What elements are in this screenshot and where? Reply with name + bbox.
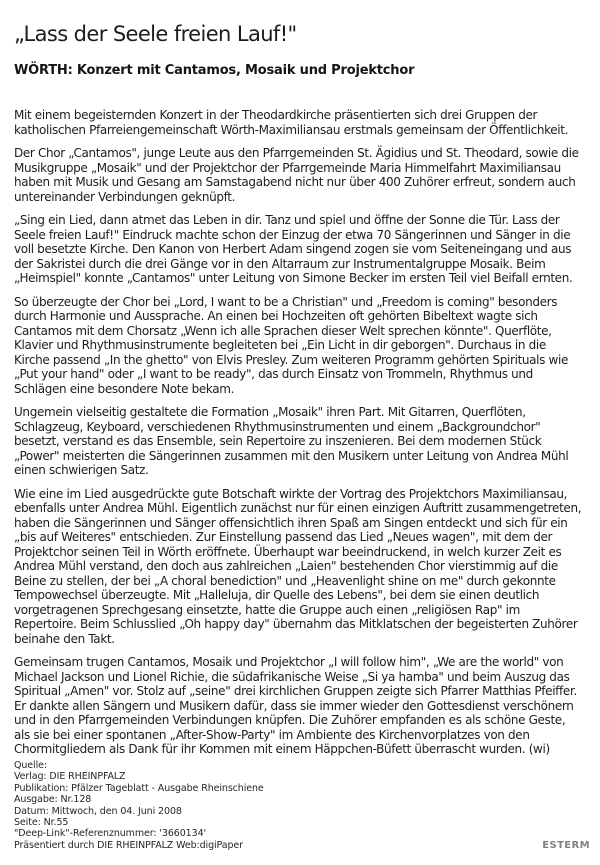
article-subtitle: WÖRTH: Konzert mit Cantamos, Mosaik und Projektchor xyxy=(14,63,415,78)
source-line-ausgabe: Ausgabe: Nr.128 xyxy=(14,794,92,806)
article-paragraph: So überzeugte der Chor bei „Lord, I want to be a Christian" und „Freedom is coming" besonders durch Harmonie und Aussprache. An einen bei Hochzeiten oft gehörten Bibeltext wagte sich Cantamos mit dem Chorsatz „Wenn ich alle Sprachen dieser Welt sprechen könnte". Querflöte, Klavier und Rhythmusinstrumente begleiteten bei „Ein Licht in dir geborgen". Durchaus in die Kirche passend „In the ghetto" von Elvis Presley. Zum weiteren Programm gehörten Spirituals wie „Put your hand" oder „I want to be ready", das durch Einsatz von Trommeln, Rhythmus und Schlägen eine besondere Note bekam. xyxy=(14,294,569,396)
article-paragraph: Mit einem begeisternden Konzert in der Theodardkirche präsentierten sich drei Gruppen der katholischen Pfarreiengemeinschaft Wörth-Maximiliansau erstmals gemeinsam der Öffentlichkeit. xyxy=(14,108,569,137)
watermark-esterm: ESTERM xyxy=(542,840,590,851)
article-title: „Lass der Seele freien Lauf!" xyxy=(14,22,297,46)
article-body xyxy=(14,108,584,757)
article-paragraph: Wie eine im Lied ausgedrückte gute Botschaft wirkte der Vortrag des Projektchors Maximiliansau, ebenfalls unter Andrea Mühl. Eigentlich zunächst nur für einen einzigen Auftritt zusammengetreten, haben die Sängerinnen und Sänger offensichtlich ihren Spaß am Singen entdeckt und sich für ein „bis auf Weiteres" entschieden. Zur Einstellung passend das Lied „Neues wagen", mit dem der Projektchor seinen Teil in Wörth eröffnete. Überhaupt war beeindruckend, in welch kurzer Zeit es Andrea Mühl verstand, den doch aus zahlreichen „Laien" bestehenden Chor vierstimmig auf die Beine zu stellen, der bei „A choral benediction" und „Heavenlight shine on me" durch gekonnte Tempowechsel überzeugte. Mit „Halleluja, dir Quelle des Lebens", bei dem sie einen deutlich vorgetragenen Sprechgesang einsetzte, hatte die Gruppe auch einen „religiösen Rap" im Repertoire. Beim Schlusslied „Oh happy day" übernahm das Mitklatschen der begeisterten Zuhörer beinahe den Takt. xyxy=(14,486,582,646)
source-info-block xyxy=(14,760,264,840)
footer-bottom-row xyxy=(14,840,590,851)
article-paragraph: Ungemein vielseitig gestaltete die Formation „Mosaik" ihren Part. Mit Gitarren, Querflöten, Schlagzeug, Keyboard, verschiedenen Rhythmusinstrumenten und einem „Backgroundchor" besetzt, verstand es das Ensemble, sein Repertoire zu inszenieren. Bei dem modernen Stück „Power" meisterten die Sängerinnen zusammen mit den Musikern unter Leitung von Andrea Mühl einen schwierigen Satz. xyxy=(14,405,569,477)
source-line-deeplink: "Deep-Link"-Referenznummer: '3660134' xyxy=(14,828,207,840)
source-line-datum: Datum: Mittwoch, den 04. Juni 2008 xyxy=(14,805,182,817)
article-paragraph: Der Chor „Cantamos", junge Leute aus den Pfarrgemeinden St. Ägidius und St. Theodard, sowie die Musikgruppe „Mosaik" und der Projektchor der Pfarrgemeinde Maria Himmelfahrt Maximiliansau haben mit Musik und Gesang am Samstagabend nicht nur über 400 Zuhörer erfreut, sondern auch untereinander Verbindungen geknüpft. xyxy=(14,146,579,204)
source-line-verlag: Verlag: DIE RHEINPFALZ xyxy=(14,771,126,783)
article-paragraph: Gemeinsam trugen Cantamos, Mosaik und Projektchor „I will follow him", „We are the world" von Michael Jackson und Lionel Richie, die südafrikanische Weise „Si ya hamba" und beim Auszug das Spiritual „Amen" vor. Stolz auf „seine" drei kirchlichen Gruppen zeigte sich Pfarrer Matthias Pfeiffer. Er dankte allen Sängern und Musikern dafür, dass sie immer wieder den Gottesdienst verschönern und in den Pfarrgemeinden Verbindungen knüpfen. Die Zuhörer empfanden es als schöne Geste, als sie bei einer spontanen „After-Show-Party" im Ambiente des Kirchenvorplatzes von den Chormitgliedern als Dank für ihr Kommen mit einem Häppchen-Büfett überrascht wurden. (wi) xyxy=(14,655,577,756)
article-paragraph: „Sing ein Lied, dann atmet das Leben in dir. Tanz und spiel und öffne der Sonne die Tür. Lass der Seele freien Lauf!" Eindruck machte schon der Einzug der etwa 70 Sängerinnen und Sänger in die voll besetzte Kirche. Den Kanon von Herbert Adam singend zogen sie vom Seiteneingang und aus der Sakristei durch die drei Gänge vor in den Altarraum zur Instrumentalgruppe Mosaik. Beim „Heimspiel" konnte „Cantamos" unter Leitung von Simone Becker im ersten Teil viel Beifall ernten. xyxy=(14,213,573,285)
presented-by-line: Präsentiert durch DIE RHEINPFALZ Web:digiPaper xyxy=(14,840,243,851)
source-line-quelle: Quelle: xyxy=(14,760,47,771)
source-line-publikation: Publikation: Pfälzer Tageblatt - Ausgabe Rheinschiene xyxy=(14,782,264,794)
source-line-seite: Seite: Nr.55 xyxy=(14,817,69,829)
